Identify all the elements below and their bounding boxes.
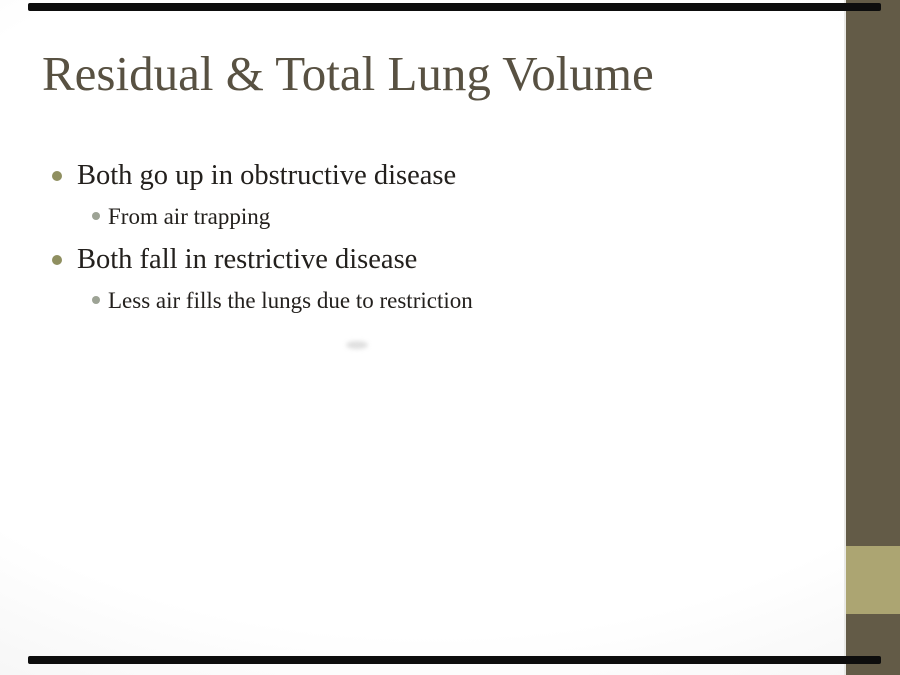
smudge-artifact [346,341,368,349]
slide-title: Residual & Total Lung Volume [42,46,654,101]
bullet-text: Less air fills the lungs due to restriction [108,288,473,313]
bullet-text: Both fall in restrictive disease [77,244,418,275]
bullet-text: Both go up in obstructive disease [77,160,457,191]
letterbox-bar-bottom [28,656,881,664]
bullet-item [52,243,417,277]
bullet-item [92,201,270,233]
bullet-dot-icon [92,296,100,304]
bullet-text: From air trapping [108,204,271,229]
bullet-item [52,159,456,193]
bullet-item [92,285,473,317]
sidebar-accent-band [846,546,900,614]
bullet-dot-icon [92,212,100,220]
bullet-dot-icon [52,255,62,265]
sidebar-stripe [844,0,900,675]
bullet-dot-icon [52,171,62,181]
letterbox-bar-top [28,3,881,11]
